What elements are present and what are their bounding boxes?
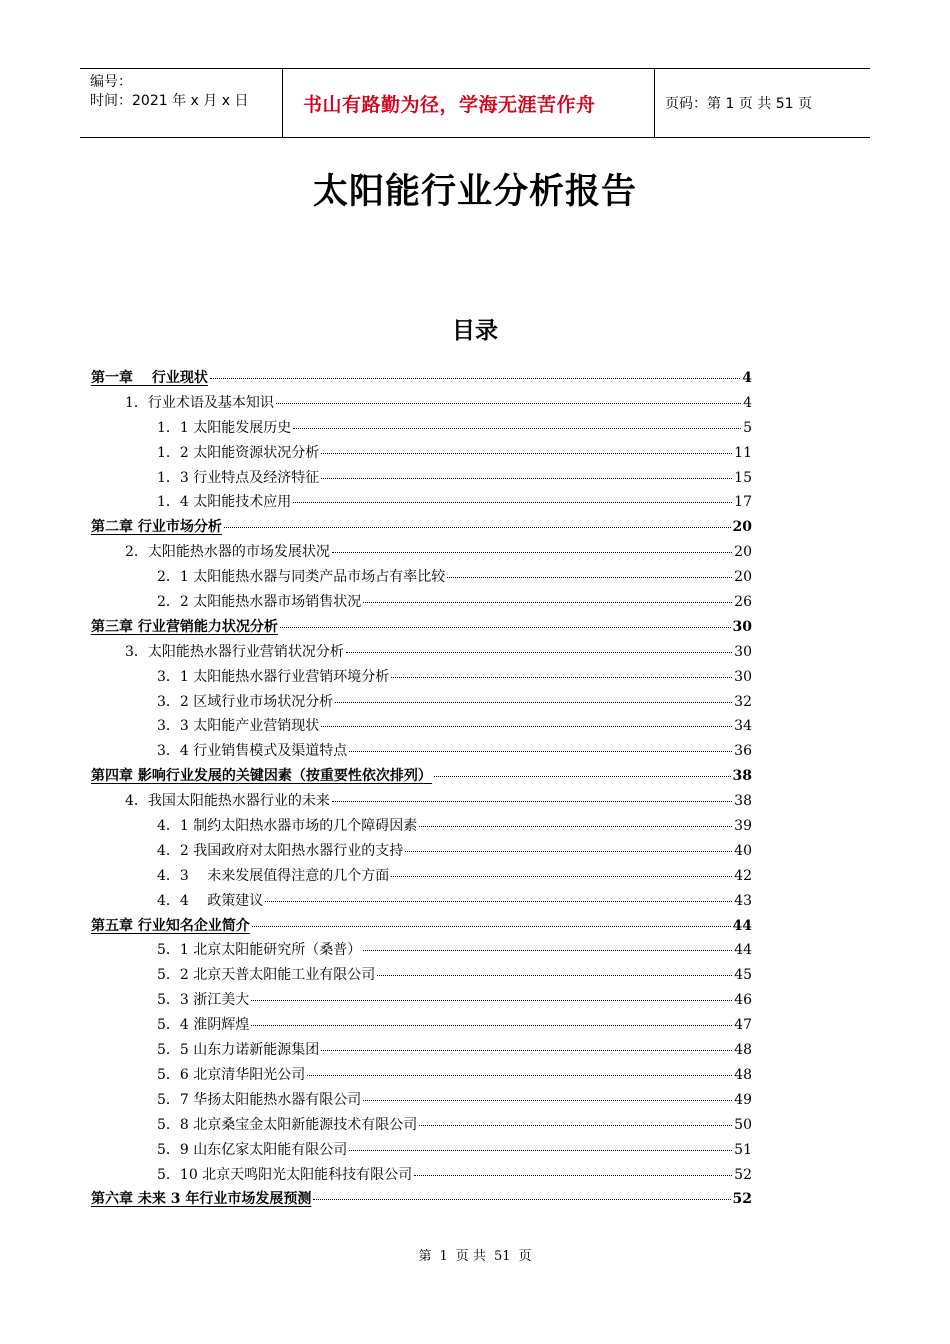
- toc-entry[interactable]: [91, 666, 752, 691]
- toc-dot-leader: [293, 428, 741, 429]
- toc-entry[interactable]: [91, 392, 752, 417]
- toc-entry-title: 5．7 华扬太阳能热水器有限公司: [157, 1091, 362, 1108]
- toc-entry-title: 第三章 行业营销能力状况分析: [91, 618, 278, 635]
- toc-heading: 目录: [452, 318, 498, 344]
- toc-dot-leader: [313, 1199, 730, 1200]
- toc-entry-page: 52: [734, 1166, 752, 1183]
- toc-entry[interactable]: [91, 516, 752, 541]
- toc-entry-title: 第六章 未来 3 年行业市场发展预测: [91, 1191, 312, 1208]
- toc-entry[interactable]: [91, 641, 752, 666]
- toc-entry[interactable]: [91, 1139, 752, 1164]
- toc-dot-leader: [419, 826, 732, 827]
- toc-entry[interactable]: [91, 1114, 752, 1139]
- toc-entry-page: 52: [732, 1191, 752, 1208]
- toc-dot-leader: [321, 453, 732, 454]
- footer-suffix: 页: [518, 1249, 532, 1264]
- toc-entry[interactable]: [91, 1039, 752, 1064]
- toc-entry-page: 42: [734, 867, 752, 884]
- toc-entry-title: 3．3 太阳能产业营销现状: [157, 718, 320, 735]
- toc-entry-page: 48: [734, 1066, 752, 1083]
- toc-entry-page: 44: [732, 917, 752, 934]
- toc-entry[interactable]: [91, 1014, 752, 1039]
- toc-entry[interactable]: [91, 790, 752, 815]
- toc-entry-title: 2．1 太阳能热水器与同类产品市场占有率比较: [157, 569, 446, 586]
- toc-entry[interactable]: [91, 442, 752, 467]
- toc-dot-leader: [346, 652, 732, 653]
- toc-entry-title: 1．行业术语及基本知识: [125, 394, 274, 411]
- toc-entry-title: 第四章 影响行业发展的关键因素（按重要性依次排列）: [91, 768, 432, 785]
- toc-entry[interactable]: [91, 939, 752, 964]
- toc-entry-title: 第一章 行业现状: [91, 370, 208, 386]
- toc-dot-leader: [447, 577, 732, 578]
- toc-dot-leader: [321, 478, 732, 479]
- toc-dot-leader: [210, 378, 740, 379]
- toc-entry[interactable]: [91, 566, 752, 591]
- toc-entry-page: 48: [734, 1042, 752, 1059]
- toc-entry[interactable]: [91, 491, 752, 516]
- toc-dot-leader: [276, 403, 741, 404]
- toc-dot-leader: [280, 627, 731, 628]
- toc-dot-leader: [265, 901, 732, 902]
- toc-entry-page: 39: [734, 818, 752, 835]
- toc-entry-title: 5．8 北京桑宝金太阳新能源技术有限公司: [157, 1116, 418, 1133]
- toc-entry-page: 40: [734, 842, 752, 859]
- toc-entry-title: 1．4 太阳能技术应用: [157, 494, 292, 511]
- toc-entry-title: 2．2 太阳能热水器市场销售状况: [157, 594, 362, 611]
- toc-entry-title: 第二章 行业市场分析: [91, 519, 222, 536]
- toc-dot-leader: [293, 502, 732, 503]
- toc-entry-title: 3．2 区域行业市场状况分析: [157, 693, 334, 710]
- toc-entry-page: 11: [734, 444, 752, 461]
- header-meta: [80, 69, 282, 137]
- toc-entry-title: 1．3 行业特点及经济特征: [157, 469, 320, 486]
- toc-entry-page: 5: [743, 419, 752, 436]
- toc-entry-page: 20: [734, 569, 752, 586]
- toc-entry[interactable]: [91, 865, 752, 890]
- toc-entry-page: 20: [734, 544, 752, 561]
- toc-entry-title: 4．4 政策建议: [157, 892, 264, 909]
- toc-dot-leader: [252, 926, 731, 927]
- header-page-info: 页码：第 1 页 共 51 页: [665, 96, 812, 112]
- toc-dot-leader: [414, 1175, 732, 1176]
- toc-entry[interactable]: [91, 765, 752, 790]
- toc-entry-title: 4．2 我国政府对太阳热水器行业的支持: [157, 842, 404, 859]
- toc-entry-title: 3．4 行业销售模式及渠道特点: [157, 743, 348, 760]
- toc-entry-page: 30: [734, 668, 752, 685]
- toc-entry-title: 5．9 山东亿家太阳能有限公司: [157, 1141, 348, 1158]
- toc-entry-title: 5．1 北京太阳能研究所（桑普）: [157, 942, 362, 959]
- toc-entry[interactable]: [91, 1064, 752, 1089]
- toc-dot-leader: [434, 776, 731, 777]
- toc-dot-leader: [363, 1100, 732, 1101]
- page-header: [80, 68, 870, 138]
- toc-entry-title: 5．2 北京天普太阳能工业有限公司: [157, 967, 376, 984]
- toc-entry[interactable]: [91, 740, 752, 765]
- toc-dot-leader: [321, 726, 732, 727]
- toc-dot-leader: [419, 1125, 732, 1126]
- toc-dot-leader: [251, 1000, 732, 1001]
- toc-entry[interactable]: [91, 890, 752, 915]
- toc-entry-page: 51: [734, 1141, 752, 1158]
- toc-entry-page: 4: [743, 394, 752, 411]
- document-time-label: 时间：2021 年 x 月 x 日: [90, 93, 249, 109]
- toc-entry-page: 17: [734, 494, 752, 511]
- toc-dot-leader: [332, 801, 732, 802]
- toc-entry-page: 36: [734, 743, 752, 760]
- footer-total-pages: 51: [493, 1249, 511, 1264]
- toc-entry[interactable]: [91, 1164, 752, 1189]
- toc-entry-page: 50: [734, 1116, 752, 1133]
- toc-entry-page: 30: [734, 643, 752, 660]
- page-footer: [0, 1245, 950, 1264]
- toc-entry-page: 46: [734, 992, 752, 1009]
- header-motto: 书山有路勤为径，学海无涯苦作舟: [282, 69, 655, 137]
- toc-entry-title: 4．3 未来发展值得注意的几个方面: [157, 867, 390, 884]
- toc-dot-leader: [405, 851, 732, 852]
- toc-entry[interactable]: [91, 691, 752, 716]
- toc-entry-title: 1．2 太阳能资源状况分析: [157, 444, 320, 461]
- toc-entry[interactable]: [91, 840, 752, 865]
- toc-entry-page: 47: [734, 1017, 752, 1034]
- document-number-label: 编号：: [90, 74, 132, 90]
- toc-entry-page: 4: [742, 370, 752, 386]
- toc-entry-page: 38: [734, 793, 752, 810]
- table-of-contents: [91, 367, 752, 1213]
- toc-entry-page: 38: [732, 768, 752, 785]
- toc-entry-page: 26: [734, 594, 752, 611]
- toc-entry-title: 1．1 太阳能发展历史: [157, 419, 292, 436]
- toc-entry-page: 30: [732, 618, 752, 635]
- toc-dot-leader: [363, 950, 732, 951]
- toc-entry[interactable]: [91, 467, 752, 492]
- toc-entry-page: 20: [732, 519, 752, 536]
- toc-entry[interactable]: [91, 417, 752, 442]
- toc-dot-leader: [363, 602, 732, 603]
- toc-dot-leader: [377, 975, 732, 976]
- toc-entry-title: 3．1 太阳能热水器行业营销环境分析: [157, 668, 390, 685]
- toc-entry-title: 4．我国太阳能热水器行业的未来: [125, 793, 330, 810]
- toc-entry-page: 49: [734, 1091, 752, 1108]
- toc-entry[interactable]: [91, 1089, 752, 1114]
- toc-entry-page: 15: [734, 469, 752, 486]
- toc-entry-title: 4．1 制约太阳热水器市场的几个障碍因素: [157, 818, 418, 835]
- toc-dot-leader: [224, 527, 731, 528]
- toc-dot-leader: [391, 677, 732, 678]
- toc-entry-title: 2．太阳能热水器的市场发展状况: [125, 544, 330, 561]
- toc-entry[interactable]: [91, 815, 752, 840]
- toc-entry[interactable]: [91, 989, 752, 1014]
- toc-dot-leader: [391, 876, 732, 877]
- toc-dot-leader: [307, 1075, 732, 1076]
- toc-entry[interactable]: [91, 591, 752, 616]
- toc-entry[interactable]: [91, 915, 752, 940]
- toc-dot-leader: [335, 702, 732, 703]
- toc-entry-title: 5．5 山东力诺新能源集团: [157, 1042, 320, 1059]
- toc-dot-leader: [251, 1025, 732, 1026]
- footer-current-page: 1: [439, 1249, 448, 1264]
- toc-entry-title: 3．太阳能热水器行业营销状况分析: [125, 643, 344, 660]
- toc-entry[interactable]: [91, 1188, 752, 1213]
- toc-entry-title: 5．10 北京天鸣阳光太阳能科技有限公司: [157, 1166, 413, 1183]
- toc-entry[interactable]: [91, 367, 752, 392]
- toc-entry-page: 34: [734, 718, 752, 735]
- toc-entry[interactable]: [91, 616, 752, 641]
- toc-entry-page: 43: [734, 892, 752, 909]
- footer-middle: 页 共: [455, 1249, 486, 1264]
- toc-entry-title: 5．4 淮阴辉煌: [157, 1017, 250, 1034]
- toc-entry-title: 第五章 行业知名企业简介: [91, 917, 250, 934]
- toc-dot-leader: [349, 1150, 732, 1151]
- toc-entry-page: 45: [734, 967, 752, 984]
- toc-dot-leader: [349, 751, 732, 752]
- toc-entry-page: 32: [734, 693, 752, 710]
- toc-entry[interactable]: [91, 964, 752, 989]
- toc-entry-title: 5．6 北京清华阳光公司: [157, 1066, 306, 1083]
- toc-entry[interactable]: [91, 541, 752, 566]
- toc-dot-leader: [321, 1050, 732, 1051]
- toc-entry-title: 5．3 浙江美大: [157, 992, 250, 1009]
- toc-dot-leader: [332, 552, 732, 553]
- toc-entry[interactable]: [91, 715, 752, 740]
- footer-prefix: 第: [418, 1249, 432, 1264]
- toc-entry-page: 44: [734, 942, 752, 959]
- document-title: 太阳能行业分析报告: [312, 172, 637, 212]
